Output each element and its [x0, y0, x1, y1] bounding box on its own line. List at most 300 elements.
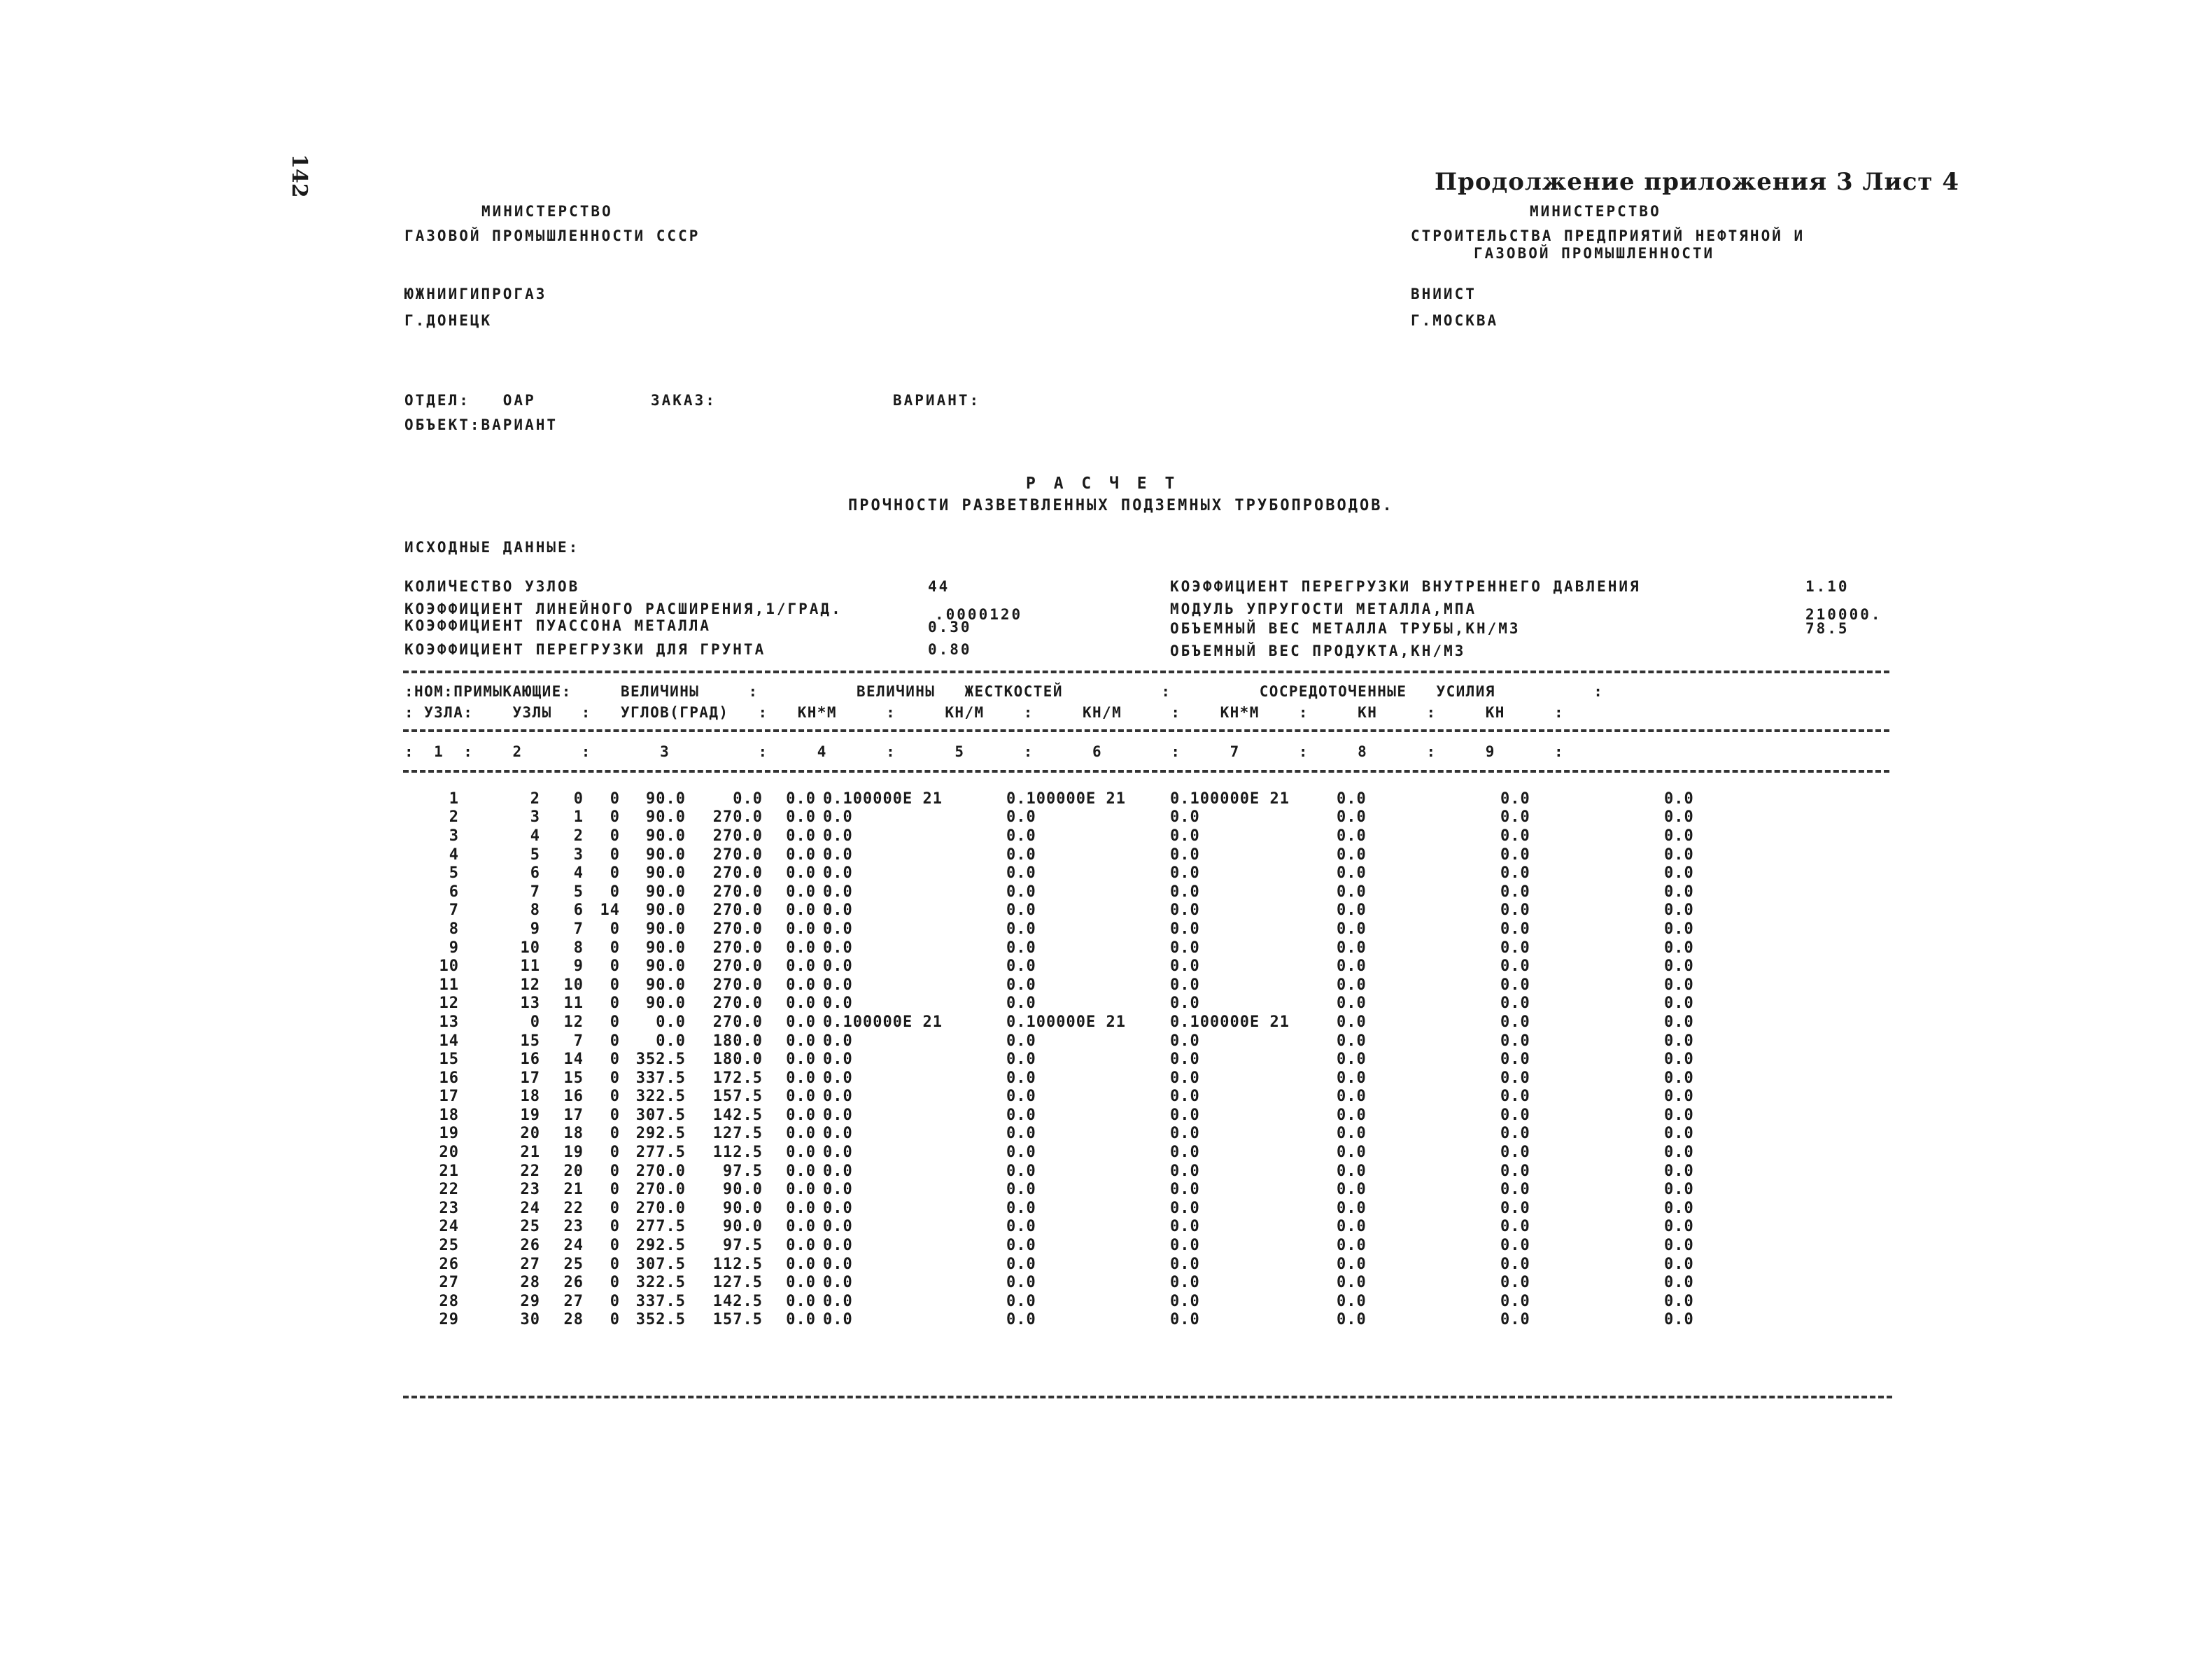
cell-angle-2: 90.0 — [723, 1218, 763, 1236]
cell-angle-1: 90.0 — [646, 901, 686, 920]
cell-stiffness-knm: 0.0 — [823, 1292, 853, 1310]
cell-angle-3: 0.0 — [786, 901, 816, 920]
cell-force-kn-2: 0.0 — [1664, 790, 1694, 808]
cell-stiffness-kn-m-1: 0.100000E 21 — [1006, 790, 1126, 808]
cell-force-knm: 0.0 — [1337, 1088, 1367, 1106]
cell-force-kn-2: 0.0 — [1664, 1255, 1694, 1273]
cell-angle-2: 270.0 — [712, 995, 763, 1013]
cell-adjacent-node-2: 16 — [563, 1088, 584, 1106]
cell-force-kn-2: 0.0 — [1664, 1181, 1694, 1199]
cell-adjacent-node-3: 0 — [610, 1199, 620, 1217]
cell-adjacent-node-1: 25 — [520, 1218, 540, 1236]
cell-force-kn-1: 0.0 — [1500, 1255, 1530, 1273]
table-row — [403, 957, 1790, 976]
cell-angle-3: 0.0 — [786, 920, 816, 938]
cell-stiffness-knm: 0.0 — [823, 1106, 853, 1124]
cell-stiffness-kn-m-2: 0.0 — [1170, 827, 1200, 845]
cell-angle-1: 270.0 — [635, 1181, 686, 1199]
cell-node-number: 20 — [439, 1144, 459, 1162]
cell-angle-3: 0.0 — [786, 808, 816, 827]
cell-stiffness-kn-m-1: 0.0 — [1006, 939, 1036, 957]
cell-stiffness-kn-m-2: 0.0 — [1170, 808, 1200, 827]
cell-adjacent-node-3: 0 — [610, 1069, 620, 1087]
table-row — [403, 1255, 1790, 1274]
table-row — [403, 1013, 1790, 1032]
cell-stiffness-kn-m-2: 0.0 — [1170, 920, 1200, 938]
cell-stiffness-kn-m-1: 0.0 — [1006, 1106, 1036, 1124]
cell-force-kn-2: 0.0 — [1664, 1311, 1694, 1329]
cell-force-knm: 0.0 — [1337, 901, 1367, 920]
cell-stiffness-knm: 0.0 — [823, 1069, 853, 1087]
appendix-note: Продолжение приложения 3 Лист 4 — [1435, 168, 1959, 196]
cell-force-kn-1: 0.0 — [1500, 1292, 1530, 1310]
page-number: 142 — [287, 154, 311, 198]
cell-angle-3: 0.0 — [786, 1162, 816, 1180]
cell-adjacent-node-2: 25 — [563, 1255, 584, 1273]
cell-stiffness-knm: 0.0 — [823, 827, 853, 845]
cell-stiffness-kn-m-2: 0.0 — [1170, 939, 1200, 957]
table-row — [403, 1069, 1790, 1088]
cell-node-number: 9 — [449, 939, 459, 957]
cell-angle-1: 90.0 — [646, 976, 686, 994]
cell-force-knm: 0.0 — [1337, 1311, 1367, 1329]
cell-force-kn-1: 0.0 — [1500, 901, 1530, 920]
cell-adjacent-node-2: 0 — [573, 790, 584, 808]
table-row — [403, 1180, 1790, 1199]
cell-angle-1: 90.0 — [646, 883, 686, 901]
cell-angle-2: 90.0 — [723, 1199, 763, 1217]
cell-adjacent-node-3: 0 — [610, 957, 620, 976]
cell-adjacent-node-2: 19 — [563, 1144, 584, 1162]
cell-force-kn-1: 0.0 — [1500, 1162, 1530, 1180]
left-city: Г.ДОНЕЦК — [404, 312, 493, 329]
cell-angle-3: 0.0 — [786, 957, 816, 976]
param-expansion-label: КОЭФФИЦИЕНТ ЛИНЕЙНОГО РАСШИРЕНИЯ,1/ГРАД. — [404, 601, 843, 617]
cell-angle-1: 90.0 — [646, 957, 686, 976]
cell-stiffness-kn-m-2: 0.0 — [1170, 1292, 1200, 1310]
cell-angle-2: 270.0 — [712, 864, 763, 883]
cell-stiffness-kn-m-1: 0.0 — [1006, 1237, 1036, 1255]
cell-force-kn-1: 0.0 — [1500, 1311, 1530, 1329]
cell-adjacent-node-3: 0 — [610, 827, 620, 845]
cell-adjacent-node-3: 0 — [610, 864, 620, 883]
cell-angle-2: 180.0 — [712, 1032, 763, 1050]
cell-adjacent-node-1: 17 — [520, 1069, 540, 1087]
cell-force-kn-1: 0.0 — [1500, 1106, 1530, 1124]
cell-adjacent-node-2: 18 — [563, 1125, 584, 1143]
table-row — [403, 827, 1790, 845]
cell-adjacent-node-2: 28 — [563, 1311, 584, 1329]
cell-force-kn-1: 0.0 — [1500, 845, 1530, 864]
cell-force-knm: 0.0 — [1337, 808, 1367, 827]
cell-angle-2: 270.0 — [712, 920, 763, 938]
cell-adjacent-node-1: 3 — [530, 808, 540, 827]
cell-angle-3: 0.0 — [786, 1181, 816, 1199]
cell-node-number: 21 — [439, 1162, 459, 1180]
param-soil-value: 0.80 — [928, 641, 972, 658]
cell-angle-2: 157.5 — [712, 1311, 763, 1329]
cell-force-kn-1: 0.0 — [1500, 1274, 1530, 1292]
param-poisson-label: КОЭФФИЦИЕНТ ПУАССОНА МЕТАЛЛА — [404, 617, 712, 634]
param-modulus-value: 210000. — [1805, 606, 1882, 623]
table-row — [403, 864, 1790, 883]
report-title: Р А С Ч Е Т — [1026, 475, 1179, 493]
cell-adjacent-node-3: 0 — [610, 1255, 620, 1273]
cell-stiffness-knm: 0.0 — [823, 957, 853, 976]
cell-adjacent-node-3: 0 — [610, 845, 620, 864]
cell-angle-3: 0.0 — [786, 1311, 816, 1329]
cell-angle-1: 352.5 — [635, 1311, 686, 1329]
cell-adjacent-node-1: 23 — [520, 1181, 540, 1199]
cell-force-kn-2: 0.0 — [1664, 920, 1694, 938]
table-row — [403, 1199, 1790, 1218]
cell-adjacent-node-2: 21 — [563, 1181, 584, 1199]
cell-angle-1: 90.0 — [646, 808, 686, 827]
cell-node-number: 7 — [449, 901, 459, 920]
cell-adjacent-node-1: 15 — [520, 1032, 540, 1050]
cell-adjacent-node-2: 23 — [563, 1218, 584, 1236]
cell-force-knm: 0.0 — [1337, 864, 1367, 883]
cell-force-kn-2: 0.0 — [1664, 957, 1694, 976]
cell-angle-1: 307.5 — [635, 1255, 686, 1273]
cell-node-number: 6 — [449, 883, 459, 901]
cell-stiffness-knm: 0.0 — [823, 864, 853, 883]
cell-force-kn-1: 0.0 — [1500, 790, 1530, 808]
cell-force-knm: 0.0 — [1337, 790, 1367, 808]
cell-adjacent-node-3: 0 — [610, 1013, 620, 1031]
header-rule-top — [403, 671, 1889, 673]
cell-adjacent-node-2: 3 — [573, 845, 584, 864]
cell-angle-1: 270.0 — [635, 1162, 686, 1180]
cell-stiffness-kn-m-1: 0.0 — [1006, 1088, 1036, 1106]
param-modulus-label: МОДУЛЬ УПРУГОСТИ МЕТАЛЛА,МПА — [1170, 601, 1477, 617]
cell-node-number: 15 — [439, 1051, 459, 1069]
report-subtitle: ПРОЧНОСТИ РАЗВЕТВЛЕННЫХ ПОДЗЕМНЫХ ТРУБОПРОВОДОВ. — [848, 497, 1394, 514]
cell-force-kn-1: 0.0 — [1500, 1088, 1530, 1106]
cell-stiffness-kn-m-2: 0.0 — [1170, 1088, 1200, 1106]
cell-force-knm: 0.0 — [1337, 939, 1367, 957]
table-row — [403, 1236, 1790, 1255]
cell-stiffness-knm: 0.0 — [823, 1051, 853, 1069]
cell-stiffness-kn-m-2: 0.0 — [1170, 883, 1200, 901]
cell-adjacent-node-3: 0 — [610, 920, 620, 938]
cell-adjacent-node-3: 0 — [610, 1181, 620, 1199]
cell-angle-1: 90.0 — [646, 920, 686, 938]
cell-angle-1: 322.5 — [635, 1274, 686, 1292]
cell-adjacent-node-2: 26 — [563, 1274, 584, 1292]
cell-force-knm: 0.0 — [1337, 1218, 1367, 1236]
cell-angle-2: 112.5 — [712, 1144, 763, 1162]
cell-adjacent-node-3: 0 — [610, 1125, 620, 1143]
cell-force-kn-2: 0.0 — [1664, 1144, 1694, 1162]
cell-adjacent-node-1: 5 — [530, 845, 540, 864]
cell-stiffness-knm: 0.0 — [823, 901, 853, 920]
cell-angle-1: 90.0 — [646, 790, 686, 808]
cell-adjacent-node-3: 0 — [610, 1051, 620, 1069]
table-row — [403, 883, 1790, 901]
cell-force-knm: 0.0 — [1337, 976, 1367, 994]
cell-stiffness-kn-m-2: 0.0 — [1170, 1051, 1200, 1069]
cell-stiffness-kn-m-1: 0.0 — [1006, 1032, 1036, 1050]
table-row — [403, 790, 1790, 808]
cell-angle-2: 270.0 — [712, 845, 763, 864]
param-pressure-value: 1.10 — [1805, 578, 1850, 595]
cell-node-number: 19 — [439, 1125, 459, 1143]
table-header-line-3: : 1 : 2 : 3 : 4 : 5 : 6 : 7 : 8 : 9 : — [404, 743, 1565, 760]
cell-angle-2: 97.5 — [723, 1162, 763, 1180]
cell-angle-3: 0.0 — [786, 1292, 816, 1310]
cell-force-kn-2: 0.0 — [1664, 845, 1694, 864]
cell-angle-2: 270.0 — [712, 808, 763, 827]
cell-force-kn-1: 0.0 — [1500, 920, 1530, 938]
cell-angle-2: 0.0 — [733, 790, 763, 808]
cell-force-kn-2: 0.0 — [1664, 1013, 1694, 1031]
cell-adjacent-node-1: 11 — [520, 957, 540, 976]
cell-angle-3: 0.0 — [786, 1144, 816, 1162]
cell-angle-2: 270.0 — [712, 1013, 763, 1031]
cell-angle-2: 127.5 — [712, 1125, 763, 1143]
cell-adjacent-node-1: 28 — [520, 1274, 540, 1292]
cell-force-kn-1: 0.0 — [1500, 1032, 1530, 1050]
cell-stiffness-kn-m-2: 0.0 — [1170, 1218, 1200, 1236]
cell-stiffness-knm: 0.0 — [823, 1181, 853, 1199]
cell-adjacent-node-1: 0 — [530, 1013, 540, 1031]
cell-stiffness-knm: 0.0 — [823, 845, 853, 864]
cell-adjacent-node-1: 2 — [530, 790, 540, 808]
cell-stiffness-kn-m-1: 0.0 — [1006, 995, 1036, 1013]
right-ministry: МИНИСТЕРСТВО — [1530, 203, 1661, 220]
cell-adjacent-node-1: 26 — [520, 1237, 540, 1255]
cell-node-number: 14 — [439, 1032, 459, 1050]
cell-node-number: 23 — [439, 1199, 459, 1217]
cell-adjacent-node-3: 0 — [610, 1311, 620, 1329]
table-row — [403, 1143, 1790, 1162]
cell-stiffness-kn-m-1: 0.0 — [1006, 1069, 1036, 1087]
table-row — [403, 845, 1790, 864]
right-ministry-name-1: СТРОИТЕЛЬСТВА ПРЕДПРИЯТИЙ НЕФТЯНОЙ И — [1411, 227, 1805, 244]
param-node-count-label: КОЛИЧЕСТВО УЗЛОВ — [404, 578, 580, 595]
cell-force-kn-2: 0.0 — [1664, 1069, 1694, 1087]
cell-adjacent-node-1: 13 — [520, 995, 540, 1013]
cell-adjacent-node-1: 24 — [520, 1199, 540, 1217]
cell-adjacent-node-3: 0 — [610, 790, 620, 808]
cell-stiffness-knm: 0.0 — [823, 1255, 853, 1273]
cell-angle-1: 270.0 — [635, 1199, 686, 1217]
cell-force-knm: 0.0 — [1337, 845, 1367, 864]
cell-stiffness-kn-m-1: 0.0 — [1006, 901, 1036, 920]
cell-stiffness-kn-m-2: 0.0 — [1170, 1144, 1200, 1162]
cell-adjacent-node-2: 9 — [573, 957, 584, 976]
cell-stiffness-kn-m-1: 0.0 — [1006, 1181, 1036, 1199]
param-metal-weight-value: 78.5 — [1805, 620, 1850, 637]
results-table — [403, 790, 1790, 1329]
table-row — [403, 1088, 1790, 1107]
cell-force-kn-2: 0.0 — [1664, 1199, 1694, 1217]
cell-force-kn-2: 0.0 — [1664, 995, 1694, 1013]
cell-node-number: 3 — [449, 827, 459, 845]
cell-adjacent-node-2: 11 — [563, 995, 584, 1013]
cell-node-number: 1 — [449, 790, 459, 808]
table-row — [403, 1032, 1790, 1051]
cell-angle-3: 0.0 — [786, 939, 816, 957]
cell-adjacent-node-2: 14 — [563, 1051, 584, 1069]
cell-stiffness-kn-m-1: 0.0 — [1006, 1255, 1036, 1273]
cell-stiffness-knm: 0.100000E 21 — [823, 1013, 943, 1031]
cell-stiffness-knm: 0.0 — [823, 883, 853, 901]
cell-stiffness-kn-m-1: 0.0 — [1006, 1292, 1036, 1310]
cell-angle-3: 0.0 — [786, 1032, 816, 1050]
cell-stiffness-knm: 0.100000E 21 — [823, 790, 943, 808]
cell-force-kn-2: 0.0 — [1664, 901, 1694, 920]
cell-angle-3: 0.0 — [786, 1125, 816, 1143]
cell-angle-3: 0.0 — [786, 790, 816, 808]
cell-stiffness-kn-m-1: 0.0 — [1006, 1162, 1036, 1180]
cell-stiffness-kn-m-2: 0.0 — [1170, 1032, 1200, 1050]
cell-force-knm: 0.0 — [1337, 1292, 1367, 1310]
cell-angle-1: 90.0 — [646, 845, 686, 864]
cell-stiffness-knm: 0.0 — [823, 808, 853, 827]
cell-force-knm: 0.0 — [1337, 1013, 1367, 1031]
cell-adjacent-node-2: 4 — [573, 864, 584, 883]
cell-force-kn-1: 0.0 — [1500, 1125, 1530, 1143]
cell-angle-1: 90.0 — [646, 827, 686, 845]
cell-stiffness-kn-m-2: 0.0 — [1170, 1162, 1200, 1180]
cell-adjacent-node-2: 8 — [573, 939, 584, 957]
cell-stiffness-kn-m-2: 0.0 — [1170, 976, 1200, 994]
cell-force-kn-1: 0.0 — [1500, 1199, 1530, 1217]
cell-stiffness-knm: 0.0 — [823, 920, 853, 938]
cell-force-kn-2: 0.0 — [1664, 1292, 1694, 1310]
cell-angle-2: 180.0 — [712, 1051, 763, 1069]
cell-stiffness-kn-m-2: 0.0 — [1170, 1274, 1200, 1292]
cell-stiffness-knm: 0.0 — [823, 1088, 853, 1106]
cell-node-number: 17 — [439, 1088, 459, 1106]
cell-adjacent-node-2: 17 — [563, 1106, 584, 1124]
cell-force-knm: 0.0 — [1337, 920, 1367, 938]
cell-force-kn-1: 0.0 — [1500, 1181, 1530, 1199]
cell-node-number: 28 — [439, 1292, 459, 1310]
cell-force-kn-2: 0.0 — [1664, 1051, 1694, 1069]
cell-stiffness-kn-m-2: 0.0 — [1170, 1237, 1200, 1255]
table-row — [403, 976, 1790, 995]
cell-node-number: 8 — [449, 920, 459, 938]
cell-force-knm: 0.0 — [1337, 1051, 1367, 1069]
table-row — [403, 1050, 1790, 1069]
cell-force-kn-2: 0.0 — [1664, 1162, 1694, 1180]
cell-angle-1: 90.0 — [646, 939, 686, 957]
cell-force-knm: 0.0 — [1337, 1181, 1367, 1199]
cell-angle-2: 270.0 — [712, 957, 763, 976]
cell-node-number: 13 — [439, 1013, 459, 1031]
cell-stiffness-kn-m-1: 0.0 — [1006, 883, 1036, 901]
left-ministry: МИНИСТЕРСТВО — [481, 203, 613, 220]
cell-force-knm: 0.0 — [1337, 1255, 1367, 1273]
table-row — [403, 995, 1790, 1013]
cell-adjacent-node-1: 20 — [520, 1125, 540, 1143]
cell-node-number: 29 — [439, 1311, 459, 1329]
cell-force-knm: 0.0 — [1337, 1144, 1367, 1162]
cell-adjacent-node-2: 12 — [563, 1013, 584, 1031]
cell-force-knm: 0.0 — [1337, 827, 1367, 845]
cell-stiffness-kn-m-1: 0.0 — [1006, 845, 1036, 864]
cell-angle-3: 0.0 — [786, 1069, 816, 1087]
cell-angle-2: 270.0 — [712, 976, 763, 994]
cell-node-number: 25 — [439, 1237, 459, 1255]
cell-angle-3: 0.0 — [786, 864, 816, 883]
cell-angle-2: 157.5 — [712, 1088, 763, 1106]
cell-angle-3: 0.0 — [786, 1013, 816, 1031]
table-row — [403, 1311, 1790, 1330]
table-row — [403, 1273, 1790, 1292]
cell-force-kn-1: 0.0 — [1500, 864, 1530, 883]
cell-angle-3: 0.0 — [786, 1255, 816, 1273]
cell-adjacent-node-2: 15 — [563, 1069, 584, 1087]
cell-force-kn-2: 0.0 — [1664, 864, 1694, 883]
cell-force-knm: 0.0 — [1337, 1274, 1367, 1292]
cell-angle-1: 292.5 — [635, 1237, 686, 1255]
param-product-weight-label: ОБЪЕМНЫЙ ВЕС ПРОДУКТА,КН/М3 — [1170, 643, 1466, 659]
cell-force-knm: 0.0 — [1337, 1032, 1367, 1050]
cell-angle-1: 352.5 — [635, 1051, 686, 1069]
cell-stiffness-knm: 0.0 — [823, 1125, 853, 1143]
cell-adjacent-node-2: 27 — [563, 1292, 584, 1310]
table-row — [403, 1125, 1790, 1144]
cell-adjacent-node-1: 16 — [520, 1051, 540, 1069]
cell-stiffness-kn-m-2: 0.0 — [1170, 845, 1200, 864]
cell-stiffness-knm: 0.0 — [823, 1144, 853, 1162]
cell-force-kn-1: 0.0 — [1500, 1051, 1530, 1069]
table-row — [403, 920, 1790, 939]
cell-force-kn-2: 0.0 — [1664, 1237, 1694, 1255]
cell-angle-1: 307.5 — [635, 1106, 686, 1124]
cell-adjacent-node-3: 0 — [610, 976, 620, 994]
cell-angle-3: 0.0 — [786, 1237, 816, 1255]
right-institute: ВНИИСТ — [1411, 286, 1477, 302]
cell-node-number: 12 — [439, 995, 459, 1013]
cell-force-knm: 0.0 — [1337, 995, 1367, 1013]
right-ministry-name-2: ГАЗОВОЙ ПРОМЫШЛЕННОСТИ — [1474, 245, 1715, 262]
cell-adjacent-node-3: 0 — [610, 1162, 620, 1180]
variant-label: ВАРИАНТ: — [893, 392, 981, 409]
cell-angle-1: 90.0 — [646, 995, 686, 1013]
cell-force-knm: 0.0 — [1337, 1069, 1367, 1087]
left-institute: ЮЖНИИГИПРОГАЗ — [404, 286, 547, 302]
cell-stiffness-kn-m-2: 0.0 — [1170, 1125, 1200, 1143]
cell-stiffness-kn-m-2: 0.100000E 21 — [1170, 1013, 1290, 1031]
input-data-heading: ИСХОДНЫЕ ДАННЫЕ: — [404, 539, 580, 556]
cell-stiffness-kn-m-2: 0.0 — [1170, 1255, 1200, 1273]
cell-force-knm: 0.0 — [1337, 1199, 1367, 1217]
cell-angle-2: 270.0 — [712, 827, 763, 845]
cell-force-kn-1: 0.0 — [1500, 1069, 1530, 1087]
cell-adjacent-node-1: 4 — [530, 827, 540, 845]
cell-node-number: 11 — [439, 976, 459, 994]
cell-adjacent-node-3: 0 — [610, 1237, 620, 1255]
cell-stiffness-kn-m-2: 0.0 — [1170, 1069, 1200, 1087]
table-header-line-2: : УЗЛА: УЗЛЫ : УГЛОВ(ГРАД) : КН*М : КН/М : КН/М : КН*М : КН : КН : — [404, 704, 1565, 721]
cell-node-number: 16 — [439, 1069, 459, 1087]
cell-stiffness-kn-m-2: 0.0 — [1170, 1311, 1200, 1329]
cell-adjacent-node-2: 5 — [573, 883, 584, 901]
cell-stiffness-kn-m-1: 0.0 — [1006, 1199, 1036, 1217]
cell-stiffness-kn-m-1: 0.0 — [1006, 1218, 1036, 1236]
cell-force-knm: 0.0 — [1337, 883, 1367, 901]
cell-force-kn-1: 0.0 — [1500, 883, 1530, 901]
cell-force-kn-1: 0.0 — [1500, 957, 1530, 976]
cell-adjacent-node-2: 2 — [573, 827, 584, 845]
cell-stiffness-kn-m-2: 0.0 — [1170, 1199, 1200, 1217]
left-ministry-name: ГАЗОВОЙ ПРОМЫШЛЕННОСТИ СССР — [404, 227, 700, 244]
